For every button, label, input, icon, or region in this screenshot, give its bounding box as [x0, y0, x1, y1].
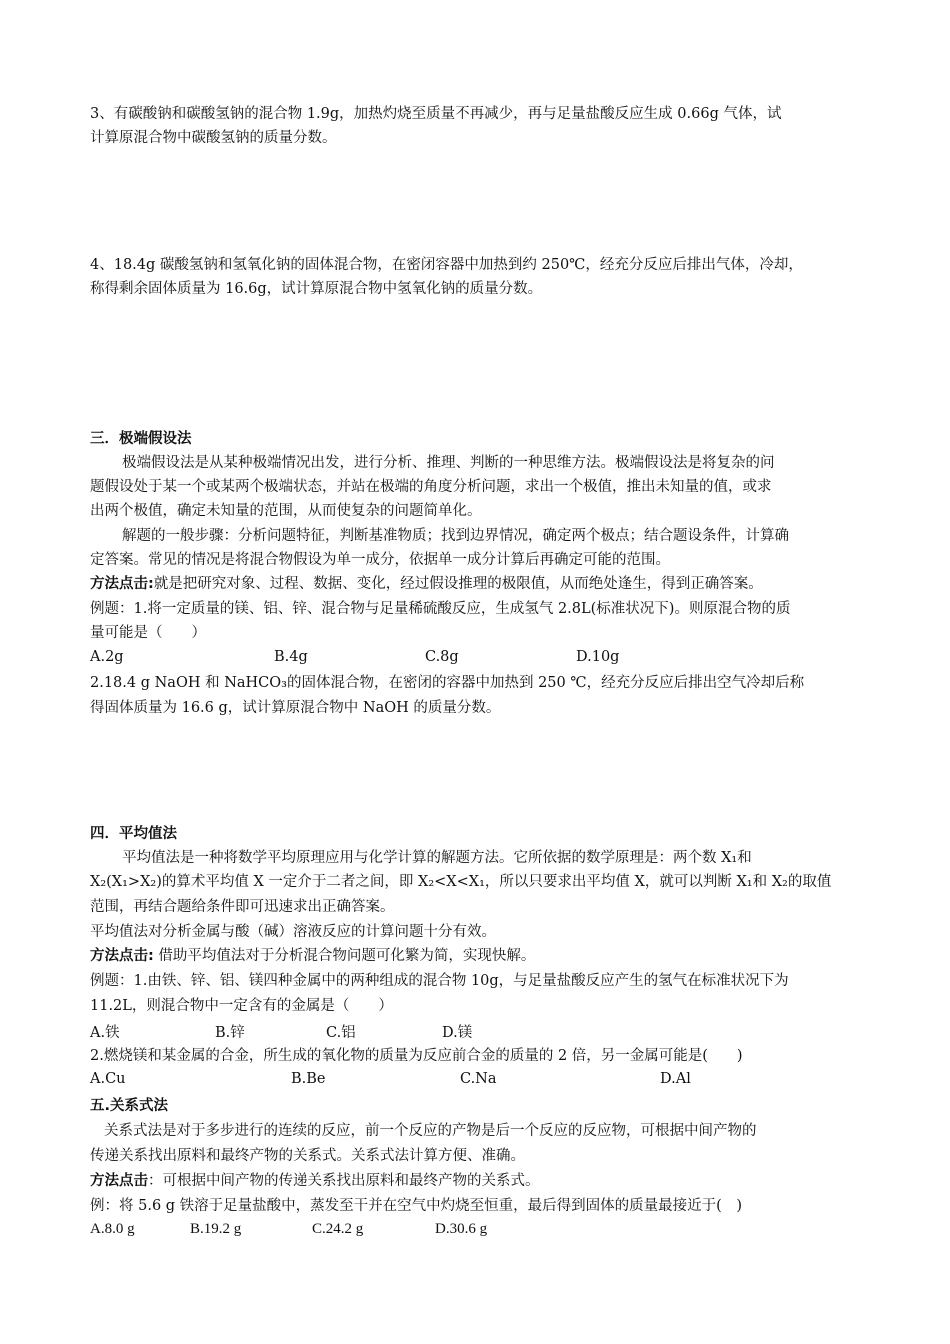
option-d: D.30.6 g: [435, 1221, 488, 1237]
option-b: B.Be: [291, 1071, 326, 1087]
section-5-para-line-2: 传递关系找出原料和最终产物的关系式。关系式法计算方便、准确。: [90, 1148, 525, 1164]
method-tip-label: 方法点击:: [90, 948, 154, 964]
section-4-para-1-line-1: 平均值法是一种将数学平均原理应用与化学计算的解题方法。它所依据的数学原理是：两个数 X₁和: [122, 850, 752, 866]
section-4-example-2: 2.燃烧镁和某金属的合金，所生成的氧化物的质量为反应前合金的质量的 2 倍，另一金属可能是( ): [90, 1048, 743, 1064]
option-a: A.2g: [90, 649, 124, 665]
option-a: A.Cu: [90, 1071, 126, 1087]
method-tip-text: ：可根据中间产物的传递关系找出原料和最终产物的关系式。: [148, 1173, 540, 1189]
section-3-example-2-line-2: 得固体质量为 16.6 g，试计算原混合物中 NaOH 的质量分数。: [90, 700, 501, 716]
option-b: B.4g: [274, 649, 308, 665]
section-5-title: 五.关系式法: [90, 1098, 169, 1114]
section-4-para-1-line-3: 范围，再结合题给条件即可迅速求出正确答案。: [90, 899, 395, 915]
section-3-example-1-line-1: 例题：1.将一定质量的镁、铝、锌、混合物与足量稀硫酸反应，生成氢气 2.8L(标准状况下)。则原混合物的质: [90, 601, 791, 617]
option-c: C.8g: [425, 649, 459, 665]
option-b: B.锌: [215, 1025, 245, 1041]
method-tip-label: 方法点击: [90, 1173, 148, 1189]
problem-4-line-1: 4、18.4g 碳酸氢钠和氢氧化钠的固体混合物，在密闭容器中加热到约 250℃，经充分反应后排出气体，冷却，: [90, 257, 803, 273]
section-3-para-1-line-2: 题假设处于某一个或某两个极端状态，并站在极端的角度分析问题，求出一个极值，推出未知量的值，或求: [90, 479, 772, 495]
section-3-title: 三．极端假设法: [90, 431, 192, 447]
option-d: D.Al: [660, 1071, 691, 1087]
section-3-method-tip: [90, 574, 763, 594]
section-3-para-2-line-1: 解题的一般步骤：分析问题特征，判断基准物质；找到边界情况，确定两个极点；结合题设条件，计算确: [122, 528, 789, 544]
option-c: C.铝: [326, 1025, 356, 1041]
section-4-example-1-options: [90, 1021, 850, 1041]
section-4-method-tip: [90, 946, 535, 966]
option-d: D.镁: [442, 1025, 473, 1041]
section-5-para-line-1: 关系式法是对于多步进行的连续的反应，前一个反应的产物是后一个反应的反应物，可根据中间产物的: [104, 1123, 757, 1139]
section-3-para-1-line-1: 极端假设法是从某种极端情况出发，进行分析、推理、判断的一种思维方法。极端假设法是将复杂的问: [122, 455, 775, 471]
section-4-example-2-options: [90, 1071, 850, 1091]
method-tip-text: 借助平均值法对于分析混合物问题可化繁为简，实现快解。: [153, 948, 536, 964]
problem-3-line-2: 计算原混合物中碳酸氢钠的质量分数。: [90, 130, 337, 146]
option-b: B.19.2 g: [190, 1221, 242, 1237]
section-5-method-tip: [90, 1171, 540, 1191]
option-d: D.10g: [576, 649, 620, 665]
section-5-example: 例：将 5.6 g 铁溶于足量盐酸中，蒸发至干并在空气中灼烧至恒重，最后得到固体的质量最接近于( ): [90, 1198, 742, 1214]
method-tip-label: 方法点击:: [90, 576, 154, 592]
option-a: A.铁: [90, 1025, 120, 1041]
section-4-para-2: 平均值法对分析金属与酸（碱）溶液反应的计算问题十分有效。: [90, 924, 496, 940]
section-3-example-1-line-2: 量可能是（ ）: [90, 625, 206, 641]
section-3-example-2-line-1: 2.18.4 g NaOH 和 NaHCO₃的固体混合物，在密闭的容器中加热到 250 ℃，经充分反应后排出空气冷却后称: [90, 675, 805, 691]
section-4-title: 四．平均值法: [90, 826, 177, 842]
option-a: A.8.0 g: [90, 1221, 135, 1237]
problem-3-line-1: 3、有碳酸钠和碳酸氢钠的混合物 1.9g，加热灼烧至质量不再减少，再与足量盐酸反应生成 0.66g 气体，试: [90, 106, 782, 122]
section-4-example-1-line-2: 11.2L，则混合物中一定含有的金属是（ ）: [90, 998, 393, 1014]
problem-4-line-2: 称得剩余固体质量为 16.6g，试计算原混合物中氢氧化钠的质量分数。: [90, 281, 543, 297]
option-c: C.Na: [460, 1071, 497, 1087]
section-5-example-options: [90, 1221, 850, 1241]
section-3-para-2-line-2: 定答案。常见的情况是将混合物假设为单一成分，依据单一成分计算后再确定可能的范围。: [90, 552, 670, 568]
section-4-para-1-line-2: X₂(X₁>X₂)的算术平均值 X 一定介于二者之间，即 X₂<X<X₁，所以只要求出平均值 X，就可以判断 X₁和 X₂的取值: [90, 874, 832, 890]
method-tip-text: 就是把研究对象、过程、数据、变化，经过假设推理的极限值，从而绝处逢生，得到正确答案。: [153, 576, 763, 592]
section-4-example-1-line-1: 例题：1.由铁、锌、铝、镁四种金属中的两种组成的混合物 10g，与足量盐酸反应产生的氢气在标准状况下为: [90, 973, 789, 989]
section-3-example-1-options: [90, 649, 850, 669]
section-3-para-1-line-3: 出两个极值，确定未知量的范围，从而使复杂的问题简单化。: [90, 503, 482, 519]
option-c: C.24.2 g: [312, 1221, 364, 1237]
